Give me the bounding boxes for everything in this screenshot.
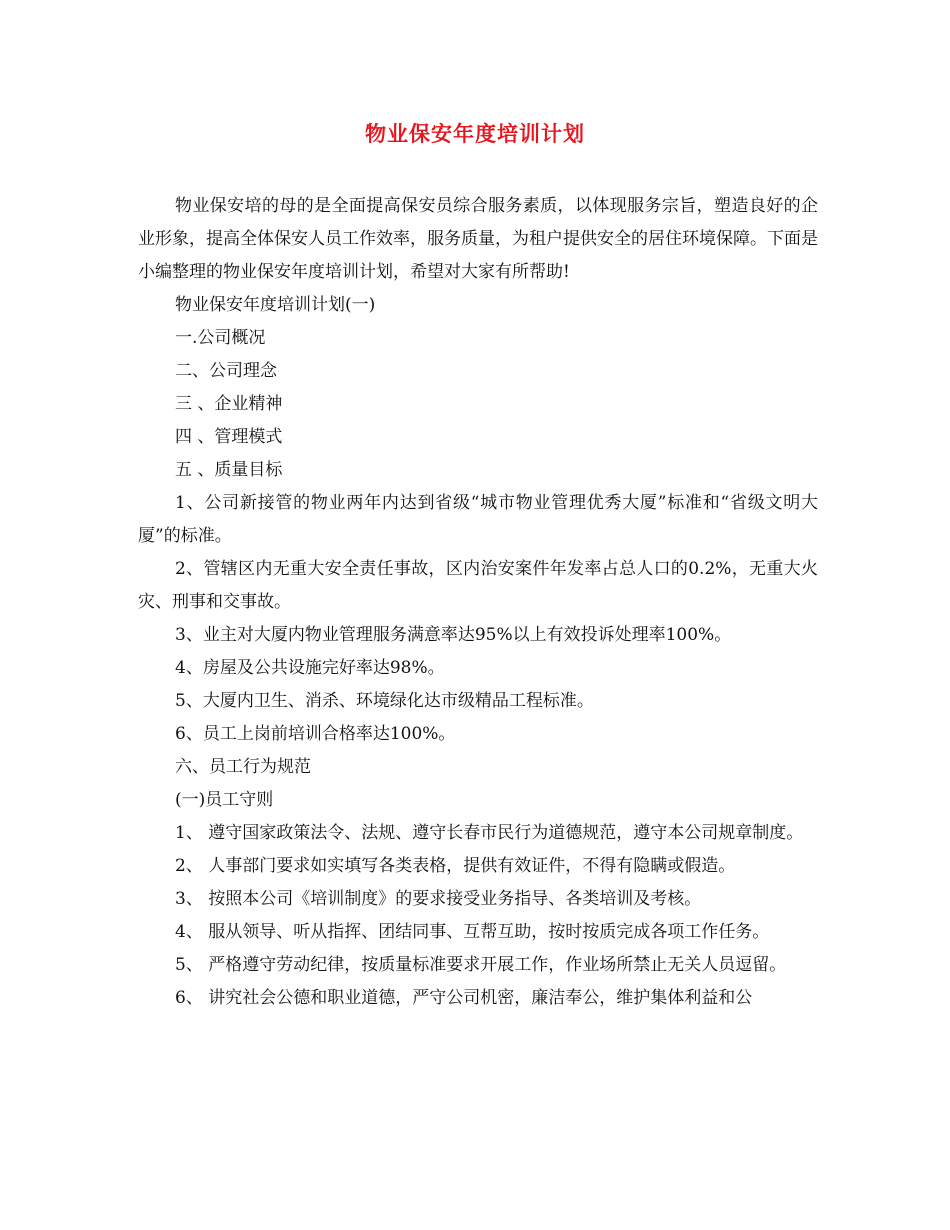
subsection-heading-rules: (一)员工守则 xyxy=(175,790,274,810)
quality-goal-item: 1、公司新接管的物业两年内达到省级“城市物业管理优秀大厦”标准和“省级文明大厦”的标准。 xyxy=(138,493,818,546)
document-body xyxy=(138,190,818,1015)
rule-item: 2、 人事部门要求如实填写各类表格，提供有效证件，不得有隐瞒或假造。 xyxy=(175,856,736,876)
rule-item: 3、 按照本公司《培训制度》的要求接受业务指导、各类培训及考核。 xyxy=(175,889,702,909)
quality-goal-item: 6、员工上岗前培训合格率达100%。 xyxy=(175,724,456,744)
document-title: 物业保安年度培训计划 xyxy=(365,121,585,146)
section-heading-spirit: 三 、企业精神 xyxy=(175,394,283,414)
section-heading-overview: 一.公司概况 xyxy=(175,328,266,348)
section-heading-conduct: 六、员工行为规范 xyxy=(175,757,311,777)
rule-item: 4、 服从领导、听从指挥、团结同事、互帮互助，按时按质完成各项工作任务。 xyxy=(175,922,770,942)
section-heading-management: 四 、管理模式 xyxy=(175,427,283,447)
quality-goal-item: 2、管辖区内无重大安全责任事故，区内治安案件年发率占总人口的0.2%，无重大火灾、刑事和交事故。 xyxy=(138,559,818,612)
quality-goal-item: 5、大厦内卫生、消杀、环境绿化达市级精品工程标准。 xyxy=(175,691,594,711)
quality-goal-item: 4、房屋及公共设施完好率达98%。 xyxy=(175,658,445,678)
intro-paragraph: 物业保安培的母的是全面提高保安员综合服务素质，以体现服务宗旨，塑造良好的企业形象，提高全体保安人员工作效率，服务质量，为租户提供安全的居住环境保障。下面是小编整理的物业保安年度培训计划，希望对大家有所帮助! xyxy=(138,196,818,282)
section-heading-philosophy: 二、公司理念 xyxy=(175,361,277,381)
rule-item: 6、 讲究社会公德和职业道德，严守公司机密，廉洁奉公，维护集体利益和公 xyxy=(175,988,753,1008)
plan-subtitle: 物业保安年度培训计划(一) xyxy=(175,295,376,315)
rule-item: 5、 严格遵守劳动纪律，按质量标准要求开展工作，作业场所禁止无关人员逗留。 xyxy=(175,955,787,975)
section-heading-quality-goals: 五 、质量目标 xyxy=(175,460,283,480)
rule-item: 1、 遵守国家政策法令、法规、遵守长春市民行为道德规范，遵守本公司规章制度。 xyxy=(175,823,804,843)
quality-goal-item: 3、业主对大厦内物业管理服务满意率达95%以上有效投诉处理率100%。 xyxy=(175,625,732,645)
